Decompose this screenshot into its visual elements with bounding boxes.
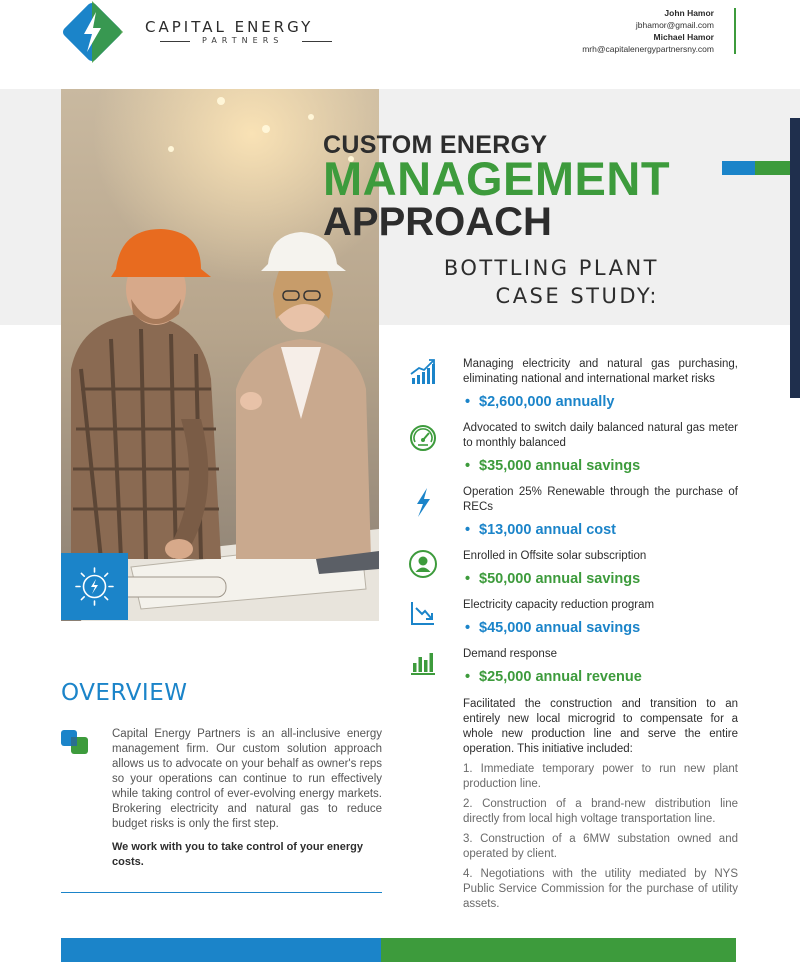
hero-title-line3: APPROACH <box>323 200 552 244</box>
company-logo <box>60 0 124 64</box>
item-value: • $25,000 annual revenue <box>465 669 642 685</box>
trend-down-icon <box>408 598 438 628</box>
footer-bar-green <box>381 938 736 962</box>
hero-subtitle <box>444 254 659 310</box>
hero-title-line1: CUSTOM ENERGY <box>323 131 548 159</box>
contact-block <box>582 7 714 55</box>
subtitle-line: CASE STUDY: <box>495 284 659 308</box>
subtitle-line: BOTTLING PLANT <box>443 256 659 280</box>
item-value: • $50,000 annual savings <box>465 571 640 587</box>
item-description: Demand response <box>463 648 557 660</box>
bar-chart-icon <box>408 647 438 677</box>
accent-bar-navy <box>790 118 800 398</box>
divider <box>302 41 332 42</box>
hero-title-line2: MANAGEMENT <box>323 152 671 205</box>
item-value: • $35,000 annual savings <box>465 458 640 474</box>
accent-bar-blue <box>722 161 755 175</box>
item-description: Operation 25% Renewable through the purchase of RECs <box>463 486 738 513</box>
brand-sub-text: PARTNERS <box>202 36 284 45</box>
item-value: • $13,000 annual cost <box>465 522 616 538</box>
user-circle-icon <box>408 549 438 579</box>
contact-name: John Hamor <box>664 8 714 18</box>
overlapping-squares-icon <box>60 728 90 756</box>
contact-email[interactable]: mrh@capitalenergypartnersny.com <box>582 44 714 54</box>
accent-bar-green <box>755 161 790 175</box>
item-description: Managing electricity and natural gas purchasing, eliminating national and international market risks <box>463 358 738 385</box>
footer-bar-blue <box>61 938 381 962</box>
item-description: Advocated to switch daily balanced natural gas meter to monthly balanced <box>463 422 738 449</box>
microgrid-step: 3. Construction of a 6MW substation owned and operated by client. <box>463 833 738 860</box>
item-description: Electricity capacity reduction program <box>463 599 655 611</box>
overview-emphasis: We work with you to take control of your energy costs. <box>112 841 363 868</box>
divider <box>160 41 190 42</box>
overview-heading: OVERVIEW <box>61 680 188 706</box>
gauge-icon <box>408 423 438 453</box>
lightning-bolt-icon <box>408 487 438 517</box>
solar-panel-badge <box>61 553 128 620</box>
microgrid-step: 4. Negotiations with the utility mediated by NYS Public Service Commission for the purchase of utility assets. <box>463 868 738 910</box>
microgrid-intro: Facilitated the construction and transition to an entirely new local microgrid to compensate for a whole new production line and serve the entire operation. This initiative included: <box>463 698 738 755</box>
microgrid-step: 2. Construction of a brand-new distribution line directly from local high voltage transportation line. <box>463 798 738 825</box>
growth-chart-icon <box>408 357 438 387</box>
brand-name: CAPITAL ENERGY <box>145 18 314 36</box>
overview-body: Capital Energy Partners is an all-inclusive energy management firm. Our custom solution approach allows us to advocate on your behalf as owner's reps so your operations can continue to run effectively while taking control of ever-evolving energy markets. Brokering electricity and natural gas to reduce budget risks is only the first step. <box>112 728 382 830</box>
contact-email[interactable]: jbhamor@gmail.com <box>635 20 714 30</box>
item-value: • $2,600,000 annually <box>465 394 614 410</box>
item-value: • $45,000 annual savings <box>465 620 640 636</box>
brand-subtitle <box>160 36 332 46</box>
item-description: Enrolled in Offsite solar subscription <box>463 550 647 562</box>
solar-sun-icon <box>61 553 128 620</box>
overview-divider <box>61 892 382 893</box>
contact-name: Michael Hamor <box>653 32 714 42</box>
microgrid-step: 1. Immediate temporary power to run new plant production line. <box>463 763 738 790</box>
contact-accent-bar <box>734 8 736 54</box>
